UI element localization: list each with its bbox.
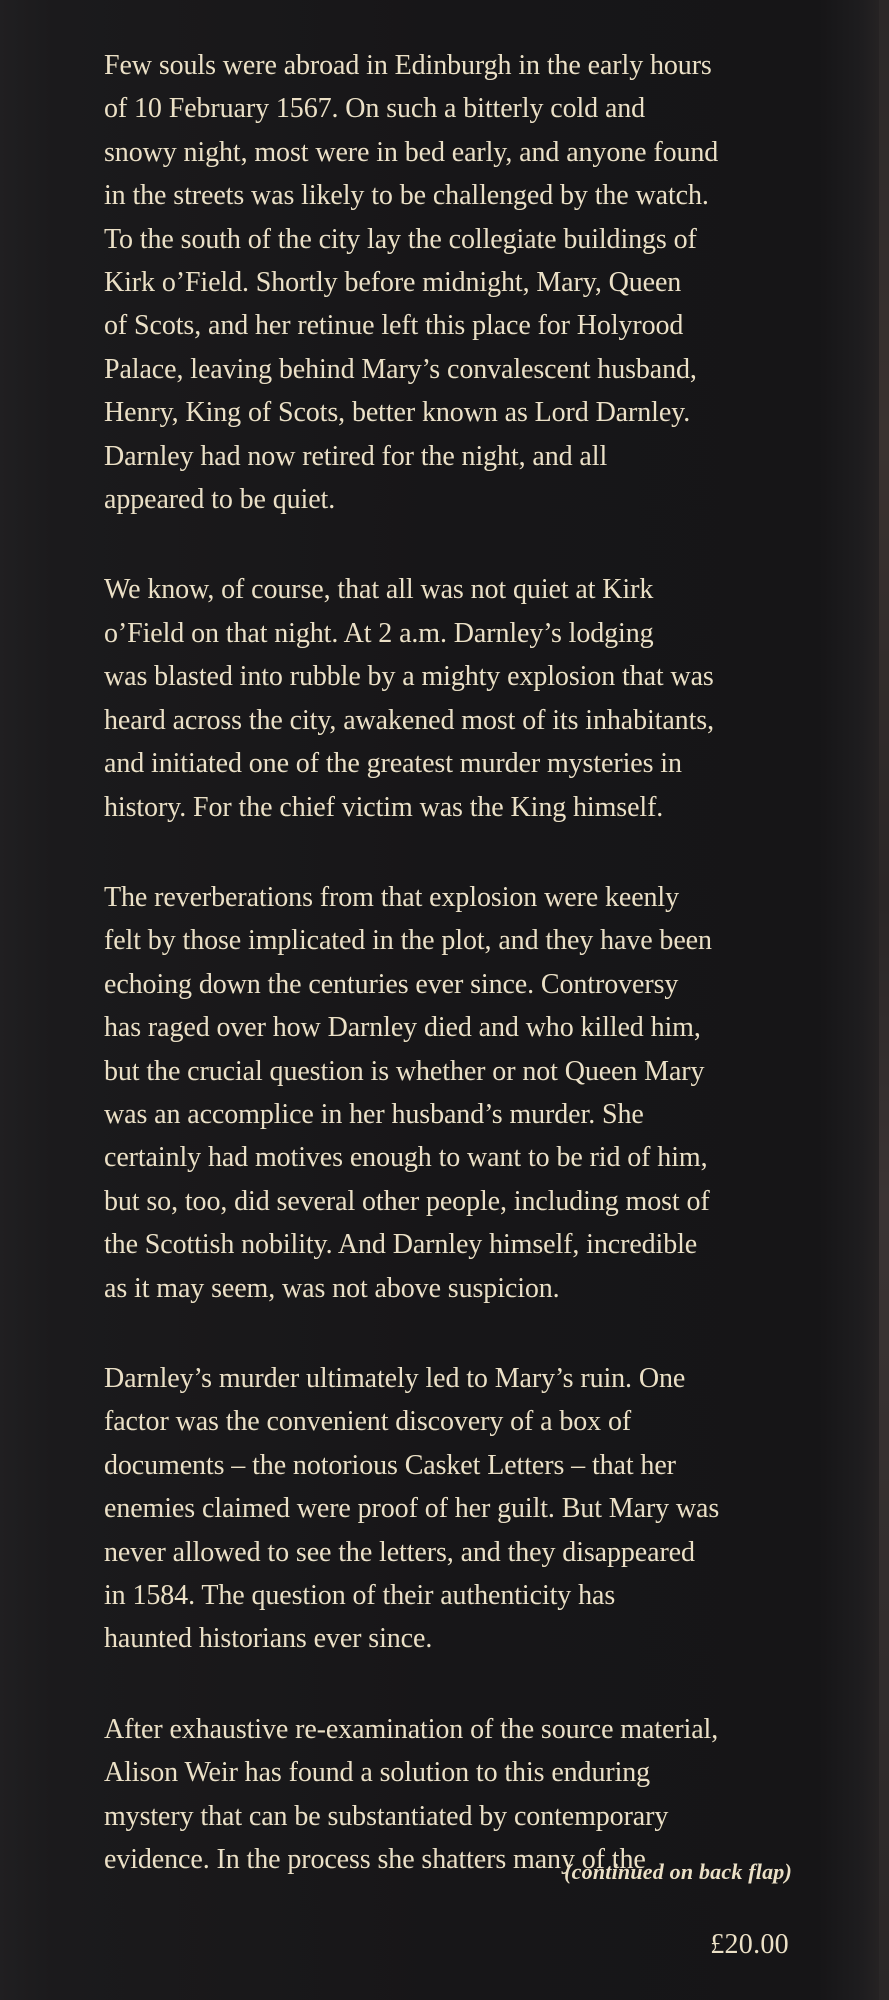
text-line: Henry, King of Scots, better known as Lord Darnley. xyxy=(104,397,691,429)
text-line: Few souls were abroad in Edinburgh in the early hours xyxy=(104,50,712,81)
text-line: of 10 February 1567. On such a bitterly cold and xyxy=(104,93,646,125)
text-line: Darnley’s murder ultimately led to Mary’s ruin. One xyxy=(104,1362,686,1394)
price-label: £20.00 xyxy=(710,1929,789,1960)
flap-edge xyxy=(879,0,889,2000)
text-line: o’Field on that night. At 2 a.m. Darnley’s lodging xyxy=(104,617,654,649)
text-line: but so, too, did several other people, including most of xyxy=(104,1185,710,1217)
text-line: To the south of the city lay the collegiate buildings of xyxy=(104,223,697,255)
text-line: of Scots, and her retinue left this place for Holyrood xyxy=(104,310,684,342)
text-line: in 1584. The question of their authenticity has xyxy=(104,1580,616,1611)
text-line: certainly had motives enough to want to be rid of him, xyxy=(104,1142,708,1174)
continued-note: (continued on back flap) xyxy=(564,1859,792,1884)
text-line: enemies claimed were proof of her guilt. But Mary was xyxy=(104,1493,720,1525)
text-line: Kirk o’Field. Shortly before midnight, Mary, Queen xyxy=(104,267,682,299)
text-line: as it may seem, was not above suspicion. xyxy=(104,1272,560,1304)
text-line: felt by those implicated in the plot, and they have been xyxy=(104,925,712,957)
text-line: was blasted into rubble by a mighty explosion that was xyxy=(104,661,714,693)
text-line: the Scottish nobility. And Darnley himself, incredible xyxy=(104,1229,698,1261)
text-line: in the streets was likely to be challenged by the watch. xyxy=(104,180,709,212)
paragraph-4 xyxy=(104,1357,804,1661)
paragraph-1 xyxy=(104,44,804,521)
text-line: documents – the notorious Casket Letters – that her xyxy=(104,1449,676,1481)
paragraph-2 xyxy=(104,568,804,828)
text-line: echoing down the centuries ever since. Controversy xyxy=(104,968,679,1000)
text-line: but the crucial question is whether or not Queen Mary xyxy=(104,1055,705,1087)
paragraph-3 xyxy=(104,876,804,1310)
text-line: haunted historians ever since. xyxy=(104,1623,433,1655)
text-line: has raged over how Darnley died and who killed him, xyxy=(104,1012,701,1044)
text-line: The reverberations from that explosion were keenly xyxy=(104,881,680,913)
text-line: We know, of course, that all was not quiet at Kirk xyxy=(104,574,654,606)
text-line: never allowed to see the letters, and they disappeared xyxy=(104,1536,695,1568)
text-line: Palace, leaving behind Mary’s convalescent husband, xyxy=(104,353,697,385)
text-line: mystery that can be substantiated by contemporary xyxy=(104,1800,669,1832)
text-line: was an accomplice in her husband’s murder. She xyxy=(104,1098,644,1130)
text-line: appeared to be quiet. xyxy=(104,484,336,516)
paragraph-5 xyxy=(104,1708,804,1882)
text-line: evidence. In the process she shatters many of the xyxy=(104,1844,646,1876)
text-line: Darnley had now retired for the night, and all xyxy=(104,440,608,472)
text-line: After exhaustive re-examination of the source material, xyxy=(104,1713,719,1745)
text-line: factor was the convenient discovery of a box of xyxy=(104,1406,632,1438)
text-line: snowy night, most were in bed early, and anyone found xyxy=(104,136,719,168)
text-line: history. For the chief victim was the King himself. xyxy=(104,791,664,823)
text-line: and initiated one of the greatest murder mysteries in xyxy=(104,748,682,780)
text-line: heard across the city, awakened most of its inhabitants, xyxy=(104,704,714,736)
text-line: Alison Weir has found a solution to this enduring xyxy=(104,1757,651,1789)
flap-copy xyxy=(104,44,804,1928)
